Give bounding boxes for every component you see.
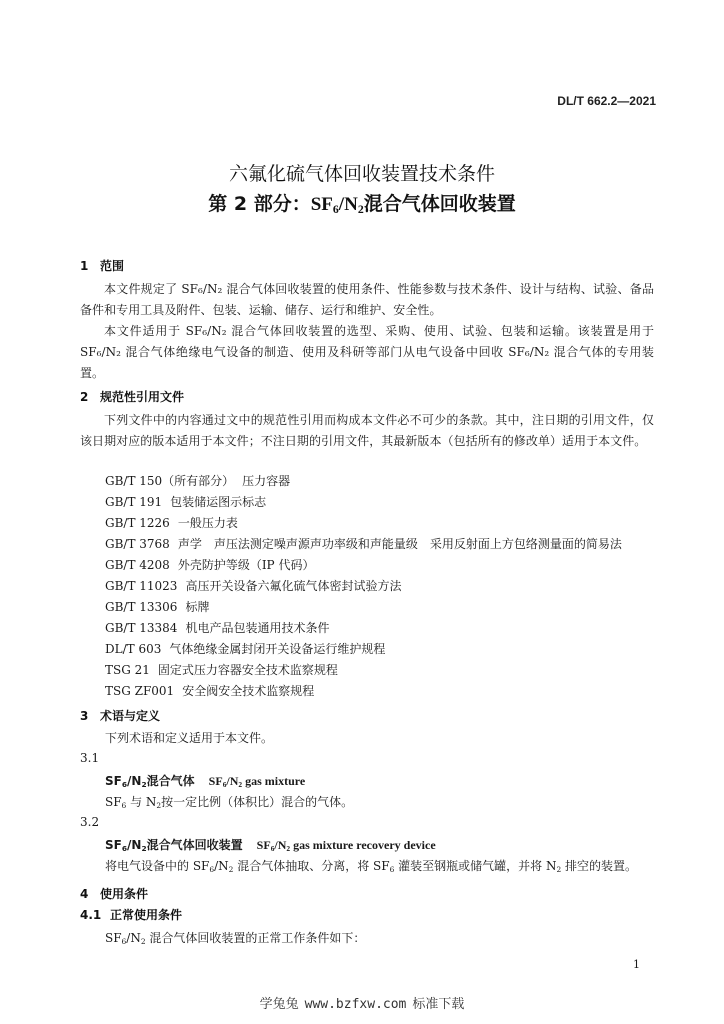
term-number: 3.2 <box>80 815 100 829</box>
section-1-heading: 1 范围 <box>80 259 125 273</box>
reference-item: TSG 21 固定式压力容器安全技术监察规程 <box>105 663 338 677</box>
document-subtitle: 第 2 部分：$SF_6/N_2$混合气体回收装置 <box>208 193 516 216</box>
reference-item: DL/T 603 气体绝缘金属封闭开关设备运行维护规程 <box>105 642 386 656</box>
term-heading: $SF_6/N_2$混合气体 $SF_6/N_2$ gas mixture <box>105 774 306 789</box>
document-title: 六氟化硫气体回收装置技术条件 <box>228 163 495 185</box>
reference-item: GB/T 13384 机电产品包装通用技术条件 <box>105 621 330 635</box>
term-definition: $SF_6$ 与 $N_2$按一定比例（体积比）混合的气体。 <box>105 795 354 810</box>
section-2-heading: 2 规范性引用文件 <box>80 390 185 404</box>
reference-item: GB/T 191 包装储运图示标志 <box>105 495 267 509</box>
section-2-paragraph: 下列文件中的内容通过文中的规范性引用而构成本文件必不可少的条款。其中，注日期的引用文件，仅该日期对应的版本适用于本文件；不注日期的引用文件，其最新版本（包括所有的修改单）适用于本文件。 <box>80 413 654 448</box>
section-4-1-paragraph: $SF_6/N_2$ 混合气体回收装置的正常工作条件如下： <box>105 931 366 946</box>
standard-code: DL/T 662.2—2021 <box>557 94 656 108</box>
reference-item: GB/T 13306 标牌 <box>105 600 210 614</box>
reference-item: GB/T 11023 高压开关设备六氟化硫气体密封试验方法 <box>105 579 402 593</box>
page-number: 1 <box>633 958 640 971</box>
term-definition: 将电气设备中的 $SF_6/N_2$ 混合气体抽取、分离，将 $SF_6$ 灌装至钢瓶或储气罐，并将 $N_2$ 排空的装置。 <box>105 859 638 874</box>
reference-item: TSG ZF001 安全阀安全技术监察规程 <box>105 684 315 698</box>
subsection-4-1-heading: 4.1 正常使用条件 <box>80 908 183 922</box>
section-4-heading: 4 使用条件 <box>80 887 149 901</box>
watermark-footer: 学兔兔 www.bzfxw.com 标准下载 <box>259 997 465 1012</box>
reference-item: GB/T 1226 一般压力表 <box>105 516 238 530</box>
reference-item: GB/T 150（所有部分） 压力容器 <box>105 474 291 488</box>
section-3-intro: 下列术语和定义适用于本文件。 <box>105 731 274 745</box>
section-3-heading: 3 术语与定义 <box>80 709 161 723</box>
term-heading: $SF_6/N_2$混合气体回收装置 $SF_6/N_2$ gas mixture recovery device <box>105 838 436 853</box>
section-1-paragraph-2: 本文件适用于 SF₆/N₂ 混合气体回收装置的选型、采购、使用、试验、包装和运输。该装置是用于 SF₆/N₂ 混合气体绝缘电气设备的制造、使用及科研等部门从电气设备中回收 SF₆/N₂ 混合气体的专用装置。 <box>80 324 654 380</box>
section-1-paragraph-1: 本文件规定了 SF₆/N₂ 混合气体回收装置的使用条件、性能参数与技术条件、设计与结构、试验、备品备件和专用工具及附件、包装、运输、储存、运行和维护、安全性。 <box>80 282 654 317</box>
term-number: 3.1 <box>80 751 100 765</box>
reference-item: GB/T 4208 外壳防护等级（IP 代码） <box>105 558 315 572</box>
reference-item: GB/T 3768 声学 声压法测定噪声源声功率级和声能量级 采用反射面上方包络测量面的简易法 <box>105 537 622 551</box>
